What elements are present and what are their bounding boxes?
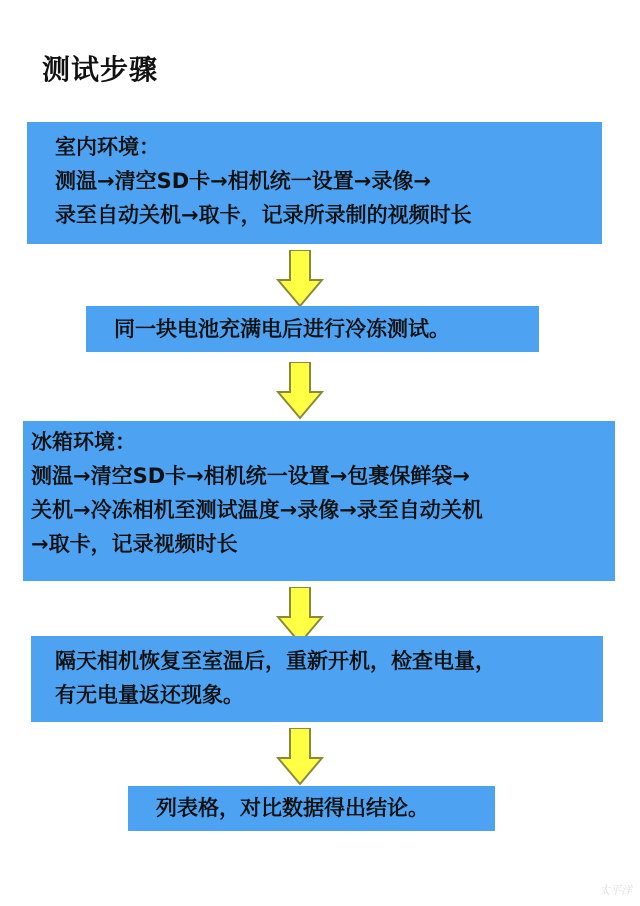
step-line: 列表格，对比数据得出结论。 <box>156 796 429 820</box>
step-line: 关机→冷冻相机至测试温度→录像→录至自动关机 <box>31 498 483 522</box>
watermark: 太平洋 <box>599 884 632 897</box>
step-line: 冰箱环境： <box>31 430 136 454</box>
step-line: 录至自动关机→取卡，记录所录制的视频时长 <box>55 203 472 227</box>
arrow-down-icon <box>276 250 324 308</box>
step-line: 有无电量返还现象。 <box>55 683 244 707</box>
arrow-down-icon <box>276 362 324 420</box>
step-box-recovery <box>31 636 603 722</box>
page-title: 测试步骤 <box>42 53 159 86</box>
step-box-indoor <box>27 122 602 244</box>
arrow-down-icon <box>276 728 324 786</box>
step-line: 隔天相机恢复至室温后，重新开机，检查电量， <box>55 649 496 673</box>
step-box-conclusion <box>128 786 495 831</box>
step-line: 测温→清空SD卡→相机统一设置→包裹保鲜袋→ <box>31 464 470 488</box>
step-box-charge <box>86 306 539 352</box>
step-line: 同一块电池充满电后进行冷冻测试。 <box>114 317 450 341</box>
step-line: →取卡，记录视频时长 <box>31 532 238 556</box>
step-line: 室内环境： <box>55 135 160 159</box>
step-line: 测温→清空SD卡→相机统一设置→录像→ <box>55 169 431 193</box>
step-box-fridge <box>23 421 615 581</box>
